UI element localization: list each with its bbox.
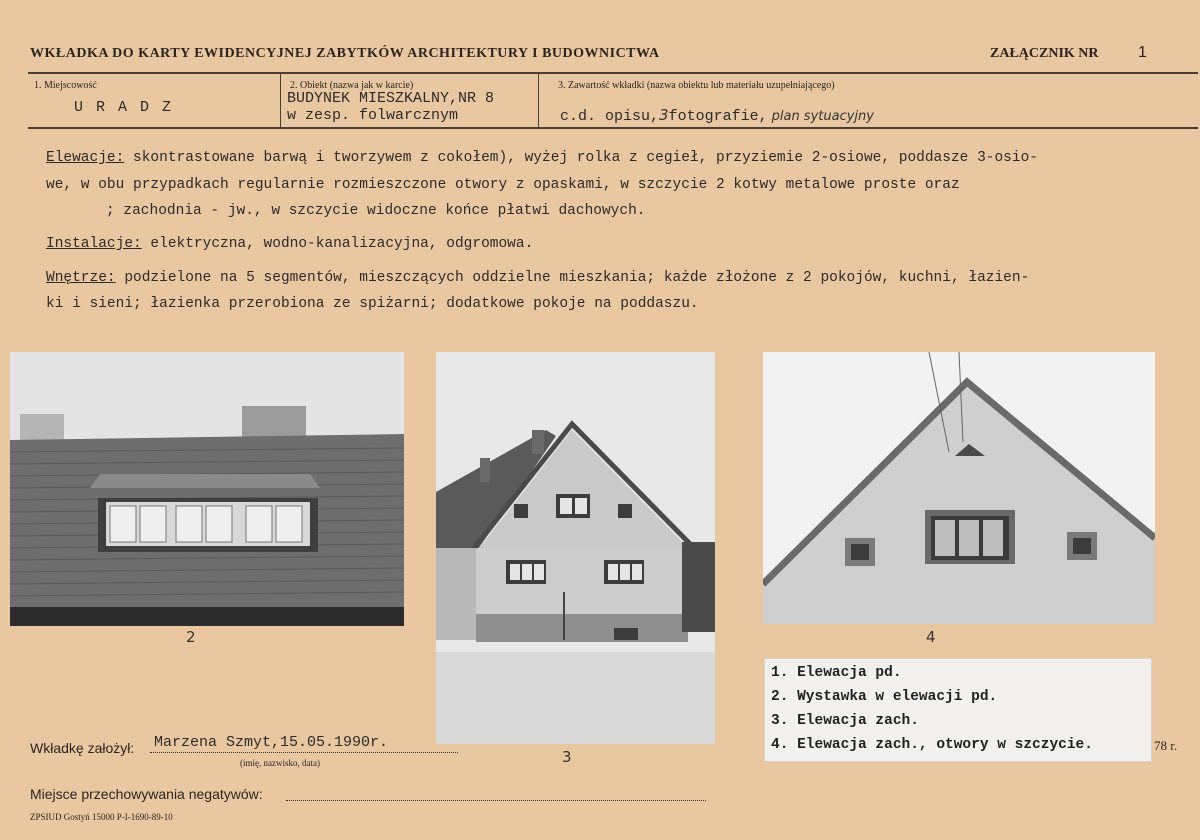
installations-heading: Instalacje:: [46, 236, 142, 252]
elevations-line2: we, w obu przypadkach regularnie rozmieszczone otwory z opaskami, w szczycie 2 kotwy metalowe proste oraz: [46, 177, 960, 193]
contents-hand-note: plan sytuacyjny: [771, 109, 874, 124]
interior-heading: Wnętrze:: [46, 270, 116, 286]
interior-line1: Wnętrze: podzielone na 5 segmentów, mieszczących oddzielne mieszkania; każde złożone z 2 pokojów, kuchni, łazien-: [46, 270, 1030, 286]
author-hint: (imię, nazwisko, data): [240, 758, 320, 768]
field-divider-2: [538, 74, 539, 127]
field-divider-1: [280, 74, 281, 127]
photo-dormer: [10, 352, 404, 626]
caption-4: 4. Elewacja zach., otwory w szczycie.: [771, 737, 1093, 753]
elevations-heading: Elewacje:: [46, 150, 125, 166]
contents-label: 3. Zawartość wkładki (nazwa obiektu lub materiału uzupełniającego): [558, 80, 835, 91]
object-value-line1: BUDYNEK MIESZKALNY,NR 8: [287, 90, 495, 107]
author-dotted-line: [150, 752, 458, 753]
locality-value: U R A D Z: [74, 99, 174, 116]
contents-typed-2: fotografie,: [668, 108, 768, 125]
annex-label: ZAŁĄCZNIK NR: [990, 46, 1099, 61]
object-value-line2: w zesp. folwarcznym: [287, 107, 459, 124]
caption-2: 2. Wystawka w elewacji pd.: [771, 689, 998, 705]
contents-value: [560, 106, 874, 125]
annex-number: 1: [1138, 44, 1147, 61]
interior-line2: ki i sieni; łazienka przerobiona ze spiżarni; dodatkowe pokoje na poddaszu.: [46, 296, 699, 312]
caption-suffix: 78 r.: [1154, 738, 1178, 753]
contents-hand-count: 3: [659, 106, 669, 124]
form-title: WKŁADKA DO KARTY EWIDENCYJNEJ ZABYTKÓW ARCHITEKTURY I BUDOWNICTWA: [30, 46, 660, 61]
photo-gable: [763, 352, 1155, 624]
caption-1: 1. Elewacja pd.: [771, 665, 902, 681]
photo-number-3: 3: [562, 748, 572, 766]
header-bottom-rule: [28, 127, 1198, 129]
caption-3: 3. Elewacja zach.: [771, 713, 919, 729]
object-label: 2. Obiekt (nazwa jak w karcie): [290, 80, 414, 91]
elevations-line1: Elewacje: skontrastowane barwą i tworzywem z cokołem), wyżej rolka z cegieł, przyziemie 2-osiowe, poddasze 3-osio-: [46, 150, 1038, 166]
photo-number-2: 2: [186, 628, 196, 646]
locality-label: 1. Miejscowość: [34, 80, 97, 91]
author-label: Wkładkę założył:: [30, 740, 135, 756]
contents-typed-1: c.d. opisu,: [560, 108, 660, 125]
negatives-dotted-line: [286, 800, 706, 801]
negatives-label: Miejsce przechowywania negatywów:: [30, 786, 263, 802]
photo-house: [436, 352, 715, 744]
photo-number-4: 4: [926, 628, 936, 646]
elevations-line3: ; zachodnia - jw., w szczycie widoczne końce płatwi dachowych.: [106, 203, 646, 219]
photo-captions: [764, 658, 1152, 762]
header-top-rule: [28, 72, 1198, 74]
installations-line: Instalacje: elektryczna, wodno-kanalizacyjna, odgromowa.: [46, 236, 534, 252]
print-info: ZPSIUD Gostyń 15000 P-I-1690-89-10: [30, 812, 173, 822]
author-value: Marzena Szmyt,15.05.1990r.: [154, 734, 389, 751]
